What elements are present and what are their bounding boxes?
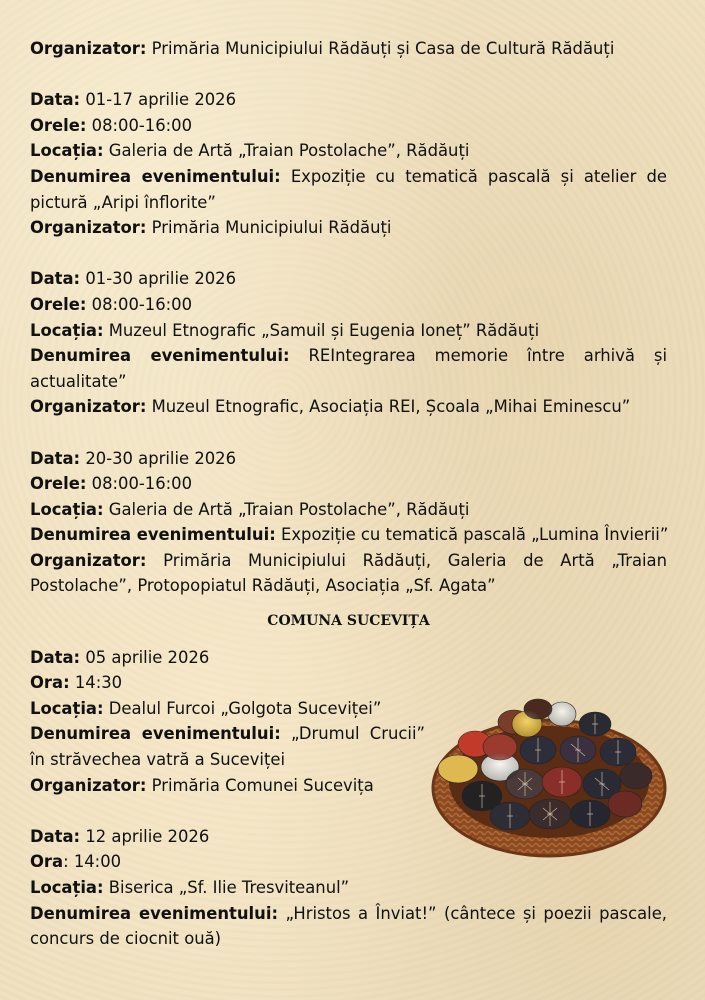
event-date: Data: 12 aprilie 2026 — [30, 826, 210, 846]
event-hours: Orele: 08:00-16:00 — [30, 115, 193, 135]
event-hours: Orele: 08:00-16:00 — [30, 474, 193, 494]
event-name: Denumirea evenimentului: „Hristos a Înviat!” (cântece și poezii pascale, concurs de ciocnit ouă) — [30, 903, 668, 949]
event-location: Locația: Galeria de Artă „Traian Postolache”, Rădăuți — [30, 499, 470, 519]
event-hour: Ora: 14:00 — [30, 852, 122, 872]
event-block — [30, 446, 667, 600]
event-organizer: Organizator: Primăria Municipiului Rădăuți, Galeria de Artă „Traian Postolache”, Protopopiatul Rădăuți, Asociația „Sf. Agata” — [30, 550, 667, 596]
event-organizer: Organizator: Muzeul Etnografic, Asociația REI, Școala „Mihai Eminescu” — [30, 397, 631, 417]
event-location: Locația: Dealul Furcoi „Golgota Suceviței” — [30, 698, 382, 718]
event-name: Denumirea evenimentului: „Drumul Crucii” în străvechea vatră a Suceviței — [30, 724, 425, 770]
event-hours: Orele: 08:00-16:00 — [30, 294, 193, 314]
event-location: Locația: Biserica „Sf. Ilie Tresviteanul” — [30, 878, 350, 897]
event-location: Locația: Muzeul Etnografic „Samuil și Eugenia Ioneț” Rădăuți — [30, 320, 540, 340]
event-location: Locația: Galeria de Artă „Traian Postolache”, Rădăuți — [30, 141, 470, 161]
event-date: Data: 01-17 aprilie 2026 — [30, 90, 237, 110]
event-hour: Ora: 14:30 — [30, 673, 123, 693]
event-name: Denumirea evenimentului: REIntegrarea memorie între arhivă și actualitate” — [30, 346, 668, 391]
section-title: COMUNA SUCEVIȚA — [267, 613, 430, 630]
easter-eggs-basket-icon — [430, 692, 668, 860]
intro-organizer: Organizator: Primăria Municipiului Rădăuți și Casa de Cultură Rădăuți — [30, 39, 615, 58]
event-name: Denumirea evenimentului: Expoziție cu tematică pascală și atelier de pictură „Aripi înflorite” — [30, 166, 667, 212]
event-block — [30, 87, 667, 241]
event-name: Denumirea evenimentului: Expoziție cu tematică pascală „Lumina Învierii” — [30, 525, 669, 545]
event-date: Data: 20-30 aprilie 2026 — [30, 448, 237, 468]
event-date: Data: 05 aprilie 2026 — [30, 647, 210, 667]
event-organizer: Organizator: Primăria Municipiului Rădăuți — [30, 218, 392, 238]
event-organizer: Organizator: Primăria Comunei Sucevița — [30, 775, 374, 795]
event-block — [30, 266, 667, 420]
event-date: Data: 01-30 aprilie 2026 — [30, 269, 237, 289]
